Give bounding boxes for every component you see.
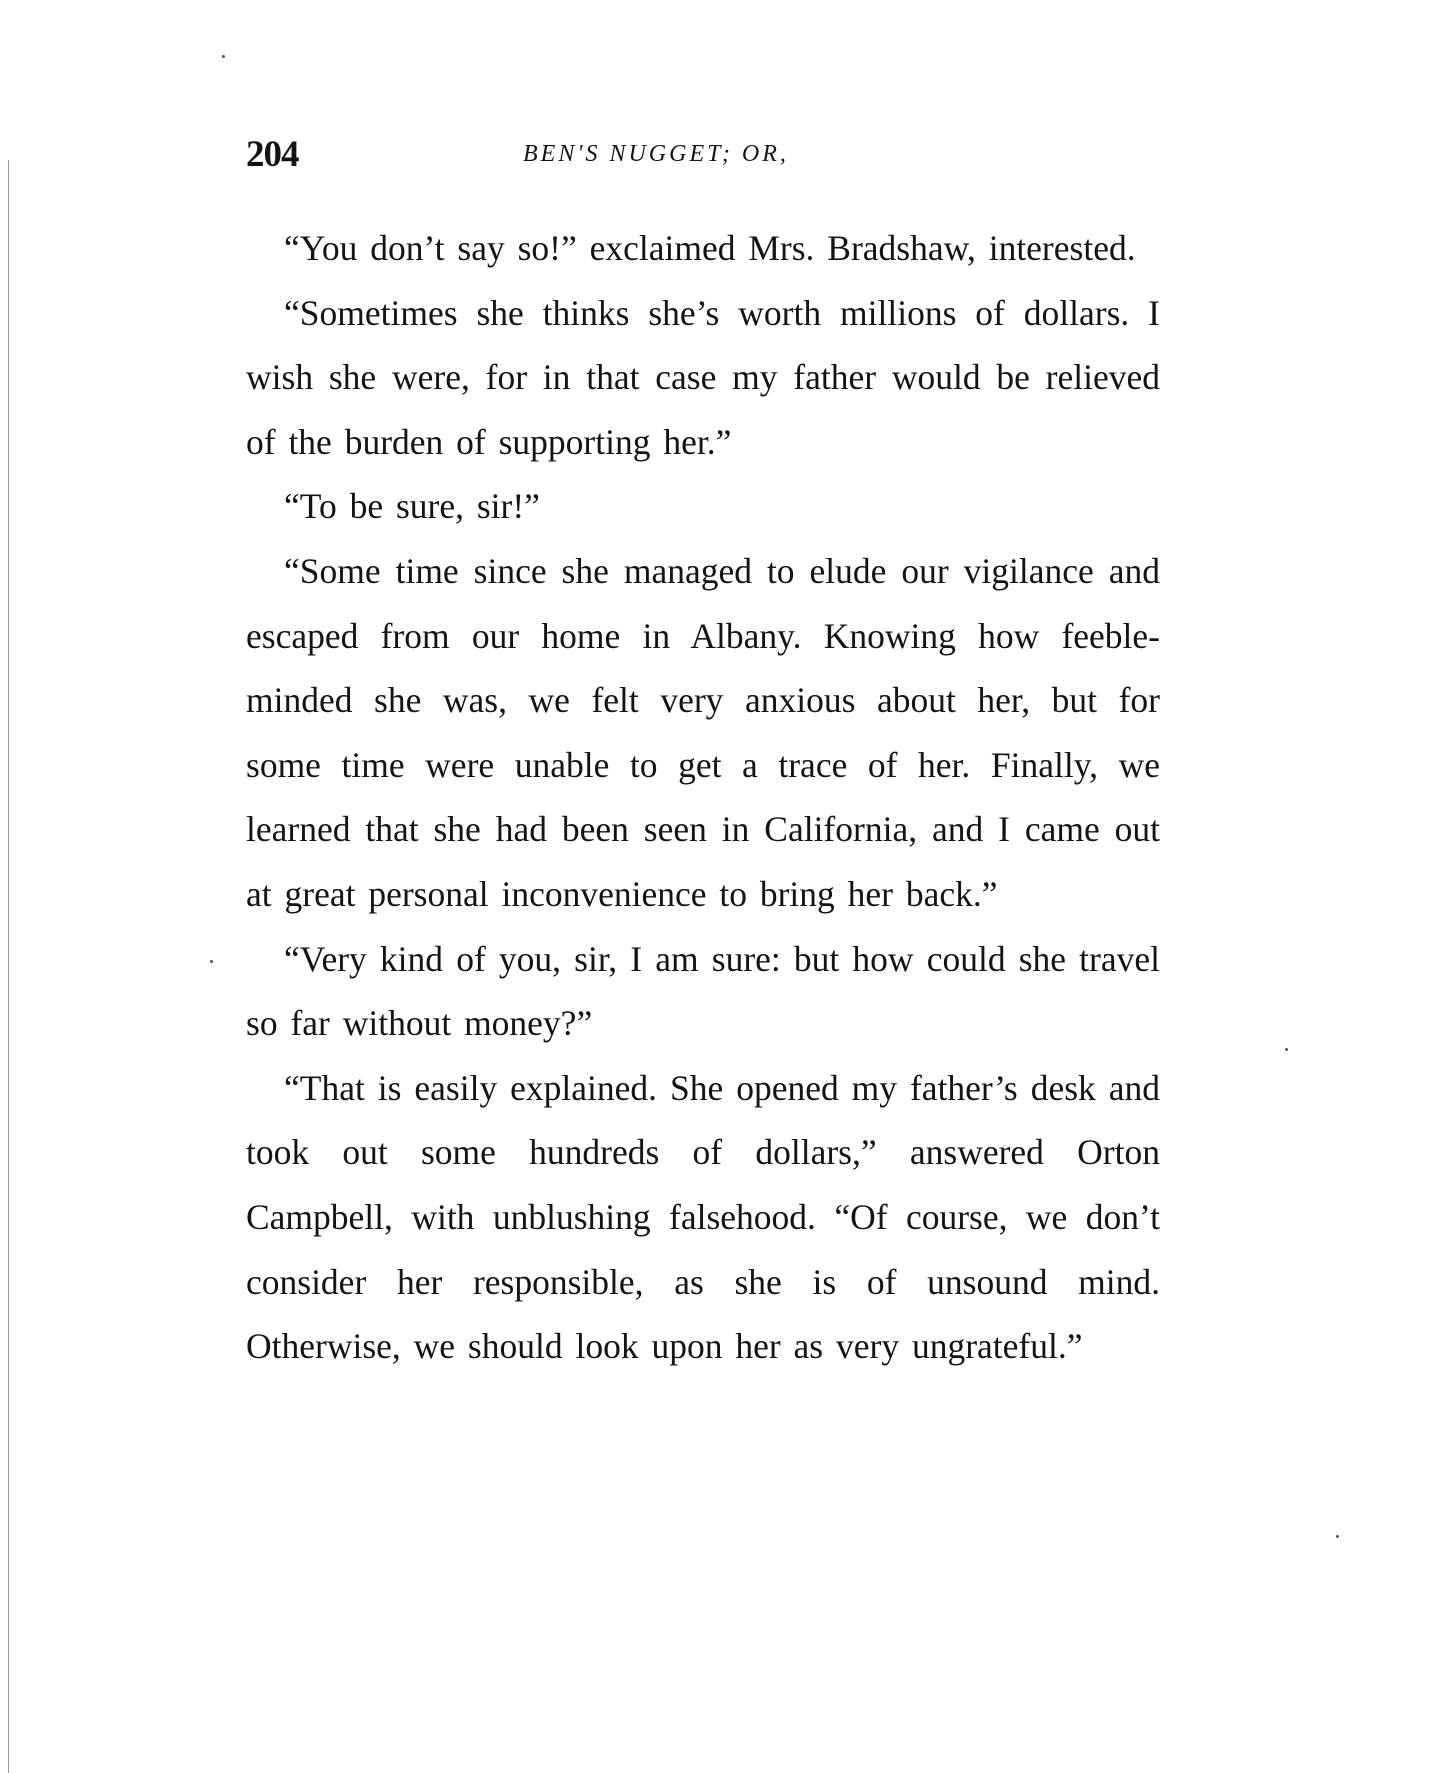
scan-speck	[210, 960, 213, 963]
page-header	[246, 133, 1160, 183]
scan-speck	[1285, 1048, 1288, 1051]
running-title: BEN'S NUGGET; OR,	[523, 141, 789, 167]
page-edge-line	[8, 160, 9, 1773]
scan-speck	[222, 55, 225, 58]
paragraph: “You don’t say so!” exclaimed Mrs. Bradshaw, interested.	[284, 228, 1136, 268]
paragraph: “Sometimes she thinks she’s worth millions of dollars. I wish she were, for in that case my father would be relieved of the burden of supporting her.”	[246, 292, 1160, 462]
body-text	[246, 216, 1160, 1379]
paragraph: “To be sure, sir!”	[284, 486, 540, 527]
page-number: 204	[246, 134, 299, 175]
paragraph: “That is easily explained. She opened my father’s desk and took out some hundreds of dollars,” answered Orton Campbell, with unblushing falsehood. “Of course, we don’t consider her responsible, as she is of unsound mind. Otherwise, we should look upon her as very ungrateful.”	[246, 1067, 1160, 1367]
paragraph: “Very kind of you, sir, I am sure: but how could she travel so far without money?”	[246, 938, 1160, 1044]
scan-speck	[1336, 1535, 1339, 1538]
paragraph: “Some time since she managed to elude our vigilance and escaped from our home in Albany. Knowing how feeble-minded she was, we felt very anxious about her, but for some time were unable to get a trace of her. Finally, we learned that she had been seen in California, and I came out at great personal inconvenience to bring her back.”	[246, 550, 1160, 914]
